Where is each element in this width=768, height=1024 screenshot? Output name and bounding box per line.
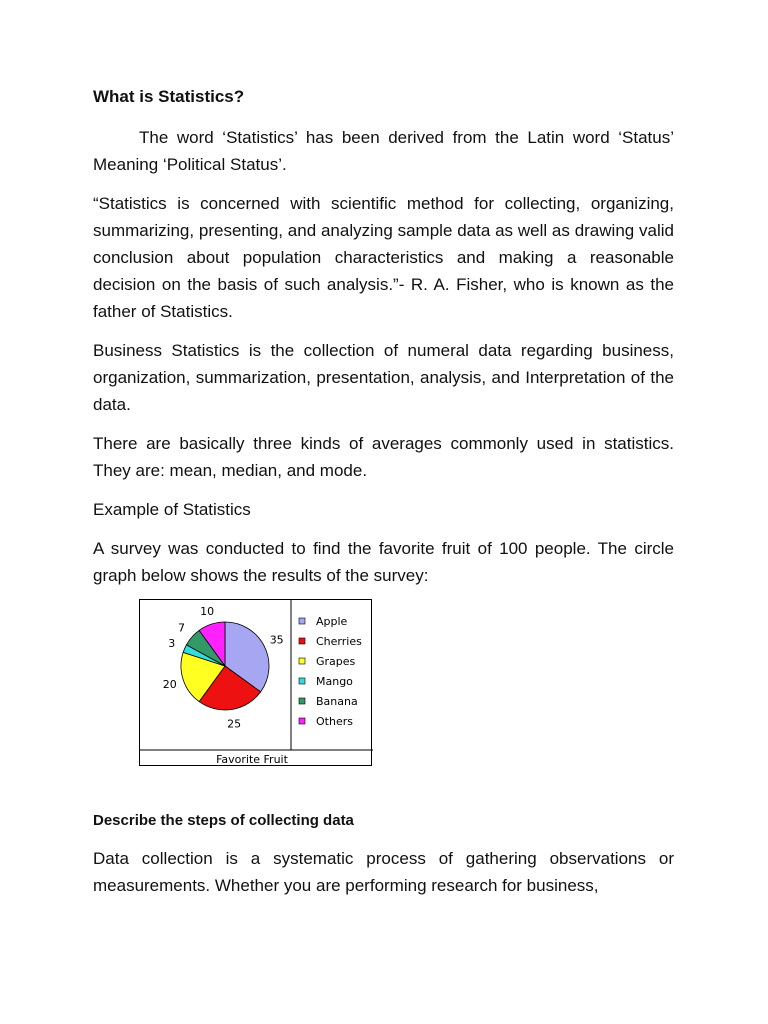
legend-swatch-cherries (299, 638, 305, 644)
paragraph-etymology: The word ‘Statistics’ has been derived from the Latin word ‘Status’ Meaning ‘Political Status’. (93, 128, 674, 174)
pie-chart-figure (139, 599, 372, 766)
paragraph-fisher-quote: “Statistics is concerned with scientific method for collecting, organizing, summarizing, presenting, and analyzing sample data as well as drawing valid conclusion about population characteristics and making a reasonable decision on the basis of such analysis.”- R. A. Fisher, who is known as the father of Statistics. (93, 194, 674, 321)
paragraph-business-statistics: Business Statistics is the collection of numeral data regarding business, organization, summarization, presentation, analysis, and Interpretation of the data. (93, 341, 674, 414)
document-page (93, 86, 674, 911)
slice-value-label-cherries: 25 (227, 717, 242, 731)
slice-value-label-mango: 3 (168, 637, 176, 650)
legend-label-grapes: Grapes (316, 655, 356, 668)
legend-label-banana: Banana (316, 695, 358, 708)
legend-label-others: Others (316, 715, 353, 728)
paragraph-example-heading: Example of Statistics (93, 500, 251, 519)
slice-value-label-apple: 35 (269, 633, 284, 647)
paragraph-data-collection: Data collection is a systematic process of gathering observations or measurements. Whether you are performing research for business, (93, 849, 674, 895)
paragraph-survey: A survey was conducted to find the favorite fruit of 100 people. The circle graph below shows the results of the survey: (93, 539, 674, 585)
section-heading-collecting-data: Describe the steps of collecting data (93, 812, 354, 829)
pie-chart-svg (140, 600, 373, 767)
page-title: What is Statistics? (93, 87, 245, 106)
legend-label-apple: Apple (316, 615, 348, 628)
slice-value-label-others: 10 (200, 604, 215, 618)
legend-swatch-banana (299, 698, 305, 704)
chart-title: Favorite Fruit (216, 753, 288, 766)
legend-swatch-apple (299, 618, 305, 624)
paragraph-averages: There are basically three kinds of averages commonly used in statistics. They are: mean, median, and mode. (93, 434, 674, 480)
legend-label-cherries: Cherries (316, 635, 362, 648)
slice-value-label-banana: 7 (178, 621, 185, 635)
legend-label-mango: Mango (316, 675, 353, 688)
legend-swatch-mango (299, 678, 305, 684)
legend-swatch-others (299, 718, 305, 724)
legend-swatch-grapes (299, 658, 305, 664)
slice-value-label-grapes: 20 (162, 677, 177, 691)
